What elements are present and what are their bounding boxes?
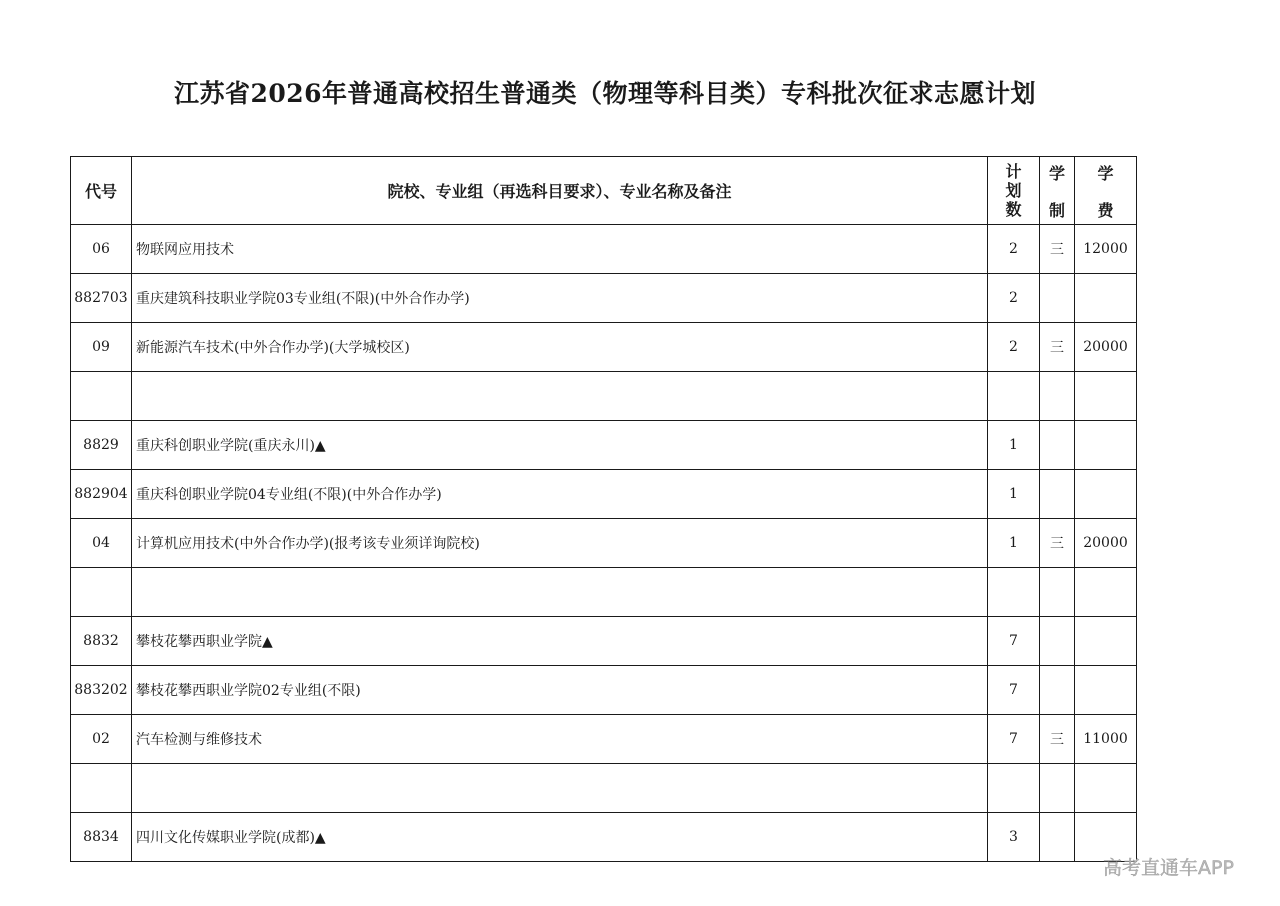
- cell-length: [1040, 666, 1075, 715]
- cell-name: 新能源汽车技术(中外合作办学)(大学城校区): [132, 323, 988, 372]
- cell-fee: 20000: [1075, 323, 1137, 372]
- cell-plan: 3: [988, 813, 1040, 862]
- cell-fee: [1075, 764, 1137, 813]
- table-row: [71, 568, 1137, 617]
- cell-length: [1040, 274, 1075, 323]
- cell-name: 汽车检测与维修技术: [132, 715, 988, 764]
- cell-plan: 2: [988, 323, 1040, 372]
- header-length-char: 制: [1048, 200, 1065, 220]
- cell-code: 09: [71, 323, 132, 372]
- cell-code: 882904: [71, 470, 132, 519]
- cell-length: [1040, 764, 1075, 813]
- cell-plan: 2: [988, 274, 1040, 323]
- table-row: [71, 764, 1137, 813]
- watermark-text: 高考直通车APP: [1103, 857, 1234, 879]
- cell-name: [132, 568, 988, 617]
- cell-length: 三: [1040, 225, 1075, 274]
- table-row: [71, 813, 1137, 862]
- header-length-char: 学: [1048, 163, 1065, 183]
- cell-plan: 2: [988, 225, 1040, 274]
- table-row: [71, 470, 1137, 519]
- cell-name: 计算机应用技术(中外合作办学)(报考该专业须详询院校): [132, 519, 988, 568]
- cell-length: [1040, 813, 1075, 862]
- cell-fee: [1075, 666, 1137, 715]
- table-row: [71, 274, 1137, 323]
- cell-code: [71, 372, 132, 421]
- cell-fee: 20000: [1075, 519, 1137, 568]
- cell-name: [132, 764, 988, 813]
- cell-fee: [1075, 274, 1137, 323]
- cell-code: [71, 764, 132, 813]
- header-plan-char: 计: [1005, 162, 1022, 181]
- table-row: [71, 372, 1137, 421]
- table-row: [71, 323, 1137, 372]
- table-header-row: [71, 157, 1137, 225]
- header-plan: [988, 157, 1040, 225]
- cell-plan: [988, 568, 1040, 617]
- cell-code: 8829: [71, 421, 132, 470]
- cell-name: 重庆科创职业学院(重庆永川)▲: [132, 421, 988, 470]
- cell-fee: [1075, 617, 1137, 666]
- table-row: [71, 225, 1137, 274]
- cell-length: 三: [1040, 323, 1075, 372]
- cell-plan: [988, 372, 1040, 421]
- header-plan-char: 数: [1005, 200, 1022, 219]
- cell-fee: 12000: [1075, 225, 1137, 274]
- cell-plan: [988, 764, 1040, 813]
- cell-fee: [1075, 372, 1137, 421]
- cell-name: 物联网应用技术: [132, 225, 988, 274]
- cell-length: [1040, 421, 1075, 470]
- header-length: [1040, 157, 1075, 225]
- header-plan-char: 划: [1005, 181, 1022, 200]
- header-code: 代号: [71, 157, 132, 225]
- header-fee-char: 费: [1097, 200, 1114, 220]
- table-row: [71, 715, 1137, 764]
- cell-length: [1040, 372, 1075, 421]
- table-row: [71, 617, 1137, 666]
- table-row: [71, 421, 1137, 470]
- header-fee: [1075, 157, 1137, 225]
- cell-plan: 1: [988, 519, 1040, 568]
- cell-code: 04: [71, 519, 132, 568]
- cell-fee: [1075, 470, 1137, 519]
- cell-name: 重庆建筑科技职业学院03专业组(不限)(中外合作办学): [132, 274, 988, 323]
- plan-table: [70, 156, 1137, 862]
- cell-length: [1040, 470, 1075, 519]
- cell-plan: 1: [988, 470, 1040, 519]
- cell-plan: 7: [988, 666, 1040, 715]
- cell-code: [71, 568, 132, 617]
- cell-code: 8834: [71, 813, 132, 862]
- header-name: 院校、专业组（再选科目要求）、专业名称及备注: [132, 157, 988, 225]
- cell-name: 攀枝花攀西职业学院▲: [132, 617, 988, 666]
- cell-length: [1040, 568, 1075, 617]
- cell-code: 882703: [71, 274, 132, 323]
- cell-plan: 1: [988, 421, 1040, 470]
- cell-fee: [1075, 421, 1137, 470]
- cell-fee: [1075, 568, 1137, 617]
- cell-length: [1040, 617, 1075, 666]
- cell-name: 重庆科创职业学院04专业组(不限)(中外合作办学): [132, 470, 988, 519]
- cell-plan: 7: [988, 715, 1040, 764]
- cell-code: 02: [71, 715, 132, 764]
- page-title: 江苏省2026年普通高校招生普通类（物理等科目类）专科批次征求志愿计划: [173, 79, 1037, 108]
- cell-name: 四川文化传媒职业学院(成都)▲: [132, 813, 988, 862]
- table-row: [71, 666, 1137, 715]
- cell-fee: 11000: [1075, 715, 1137, 764]
- cell-plan: 7: [988, 617, 1040, 666]
- header-fee-char: 学: [1097, 163, 1114, 183]
- cell-code: 8832: [71, 617, 132, 666]
- cell-code: 883202: [71, 666, 132, 715]
- cell-length: 三: [1040, 519, 1075, 568]
- cell-length: 三: [1040, 715, 1075, 764]
- cell-name: [132, 372, 988, 421]
- cell-name: 攀枝花攀西职业学院02专业组(不限): [132, 666, 988, 715]
- cell-code: 06: [71, 225, 132, 274]
- table-row: [71, 519, 1137, 568]
